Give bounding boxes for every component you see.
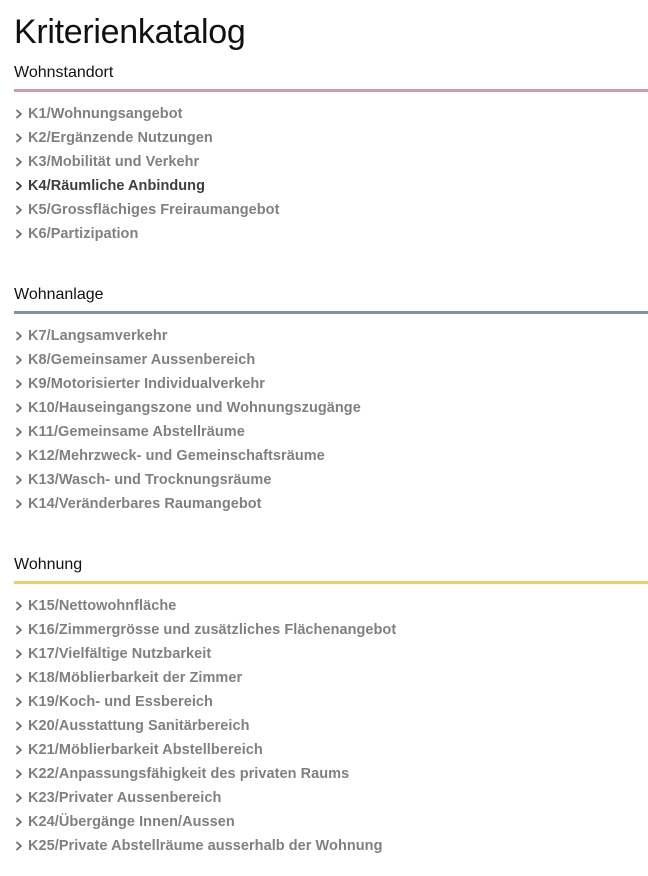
section-wohnanlage — [14, 285, 648, 516]
criteria-link[interactable] — [14, 642, 648, 666]
criteria-link-label: K7/Langsamverkehr — [28, 328, 168, 344]
criteria-link-label: K9/Motorisierter Individualverkehr — [28, 376, 265, 392]
criteria-link-label: K24/Übergänge Innen/Aussen — [28, 814, 235, 830]
criteria-link[interactable] — [14, 174, 648, 198]
criteria-link-label: K18/Möblierbarkeit der Zimmer — [28, 670, 243, 686]
chevron-right-icon — [14, 227, 25, 241]
criteria-link-label: K12/Mehrzweck- und Gemeinschaftsräume — [28, 448, 325, 464]
chevron-right-icon — [14, 401, 25, 415]
criteria-link[interactable] — [14, 348, 648, 372]
chevron-right-icon — [14, 329, 25, 343]
chevron-right-icon — [14, 131, 25, 145]
criteria-link[interactable] — [14, 444, 648, 468]
chevron-right-icon — [14, 497, 25, 511]
chevron-right-icon — [14, 623, 25, 637]
section-wohnung — [14, 555, 648, 858]
chevron-right-icon — [14, 155, 25, 169]
criteria-link[interactable] — [14, 666, 648, 690]
criteria-link-label: K19/Koch- und Essbereich — [28, 694, 213, 710]
criteria-link[interactable] — [14, 420, 648, 444]
criteria-link[interactable] — [14, 786, 648, 810]
chevron-right-icon — [14, 695, 25, 709]
criteria-link-label: K10/Hauseingangszone und Wohnungszugänge — [28, 400, 361, 416]
criteria-link[interactable] — [14, 690, 648, 714]
section-heading-wohnung: Wohnung — [14, 556, 83, 573]
criteria-link-label: K16/Zimmergrösse und zusätzliches Flächenangebot — [28, 622, 397, 638]
chevron-right-icon — [14, 719, 25, 733]
criteria-list-wohnstandort — [14, 102, 648, 246]
criteria-link-label: K25/Private Abstellräume ausserhalb der Wohnung — [28, 838, 383, 854]
criteria-link[interactable] — [14, 198, 648, 222]
criteria-link[interactable] — [14, 492, 648, 516]
criteria-link[interactable] — [14, 150, 648, 174]
criteria-link-label: K13/Wasch- und Trocknungsräume — [28, 472, 272, 488]
section-wohnstandort — [14, 63, 648, 246]
criteria-link[interactable] — [14, 396, 648, 420]
chevron-right-icon — [14, 107, 25, 121]
criteria-link[interactable] — [14, 738, 648, 762]
chevron-right-icon — [14, 791, 25, 805]
criteria-link-label: K20/Ausstattung Sanitärbereich — [28, 718, 250, 734]
criteria-list-wohnanlage — [14, 324, 648, 516]
criteria-link-label: K17/Vielfältige Nutzbarkeit — [28, 646, 212, 662]
criteria-link-label: K2/Ergänzende Nutzungen — [28, 130, 213, 146]
criteria-link[interactable] — [14, 762, 648, 786]
chevron-right-icon — [14, 671, 25, 685]
criteria-link-label: K22/Anpassungsfähigkeit des privaten Raums — [28, 766, 350, 782]
criteria-link[interactable] — [14, 618, 648, 642]
criteria-link[interactable] — [14, 468, 648, 492]
chevron-right-icon — [14, 839, 25, 853]
chevron-right-icon — [14, 425, 25, 439]
criteria-link-label: K23/Privater Aussenbereich — [28, 790, 222, 806]
criteria-link-label: K8/Gemeinsamer Aussenbereich — [28, 352, 256, 368]
criteria-link-label: K6/Partizipation — [28, 226, 139, 242]
criteria-link[interactable] — [14, 714, 648, 738]
criteria-link[interactable] — [14, 126, 648, 150]
section-divider-wohnstandort — [14, 89, 648, 92]
chevron-right-icon — [14, 767, 25, 781]
criteria-link[interactable] — [14, 810, 648, 834]
section-heading-wohnstandort: Wohnstandort — [14, 64, 114, 81]
criteria-link-label: K14/Veränderbares Raumangebot — [28, 496, 262, 512]
chevron-right-icon — [14, 647, 25, 661]
criteria-link-label: K11/Gemeinsame Abstellräume — [28, 424, 245, 440]
criteria-link[interactable] — [14, 372, 648, 396]
chevron-right-icon — [14, 353, 25, 367]
criteria-link[interactable] — [14, 834, 648, 858]
chevron-right-icon — [14, 473, 25, 487]
criteria-link[interactable] — [14, 102, 648, 126]
section-divider-wohnanlage — [14, 311, 648, 314]
page-title: Kriterienkatalog — [14, 13, 246, 51]
chevron-right-icon — [14, 599, 25, 613]
chevron-right-icon — [14, 179, 25, 193]
chevron-right-icon — [14, 203, 25, 217]
criteria-list-wohnung — [14, 594, 648, 858]
chevron-right-icon — [14, 449, 25, 463]
criteria-link[interactable] — [14, 594, 648, 618]
criteria-link[interactable] — [14, 222, 648, 246]
chevron-right-icon — [14, 377, 25, 391]
criteria-link[interactable] — [14, 324, 648, 348]
section-heading-wohnanlage: Wohnanlage — [14, 286, 104, 303]
criteria-link-label: K4/Räumliche Anbindung — [28, 178, 205, 194]
criteria-link-label: K21/Möblierbarkeit Abstellbereich — [28, 742, 263, 758]
criteria-link-label: K5/Grossflächiges Freiraumangebot — [28, 202, 280, 218]
criteria-link-label: K15/Nettowohnfläche — [28, 598, 177, 614]
section-divider-wohnung — [14, 581, 648, 584]
chevron-right-icon — [14, 743, 25, 757]
chevron-right-icon — [14, 815, 25, 829]
criteria-link-label: K3/Mobilität und Verkehr — [28, 154, 200, 170]
criteria-link-label: K1/Wohnungsangebot — [28, 106, 183, 122]
